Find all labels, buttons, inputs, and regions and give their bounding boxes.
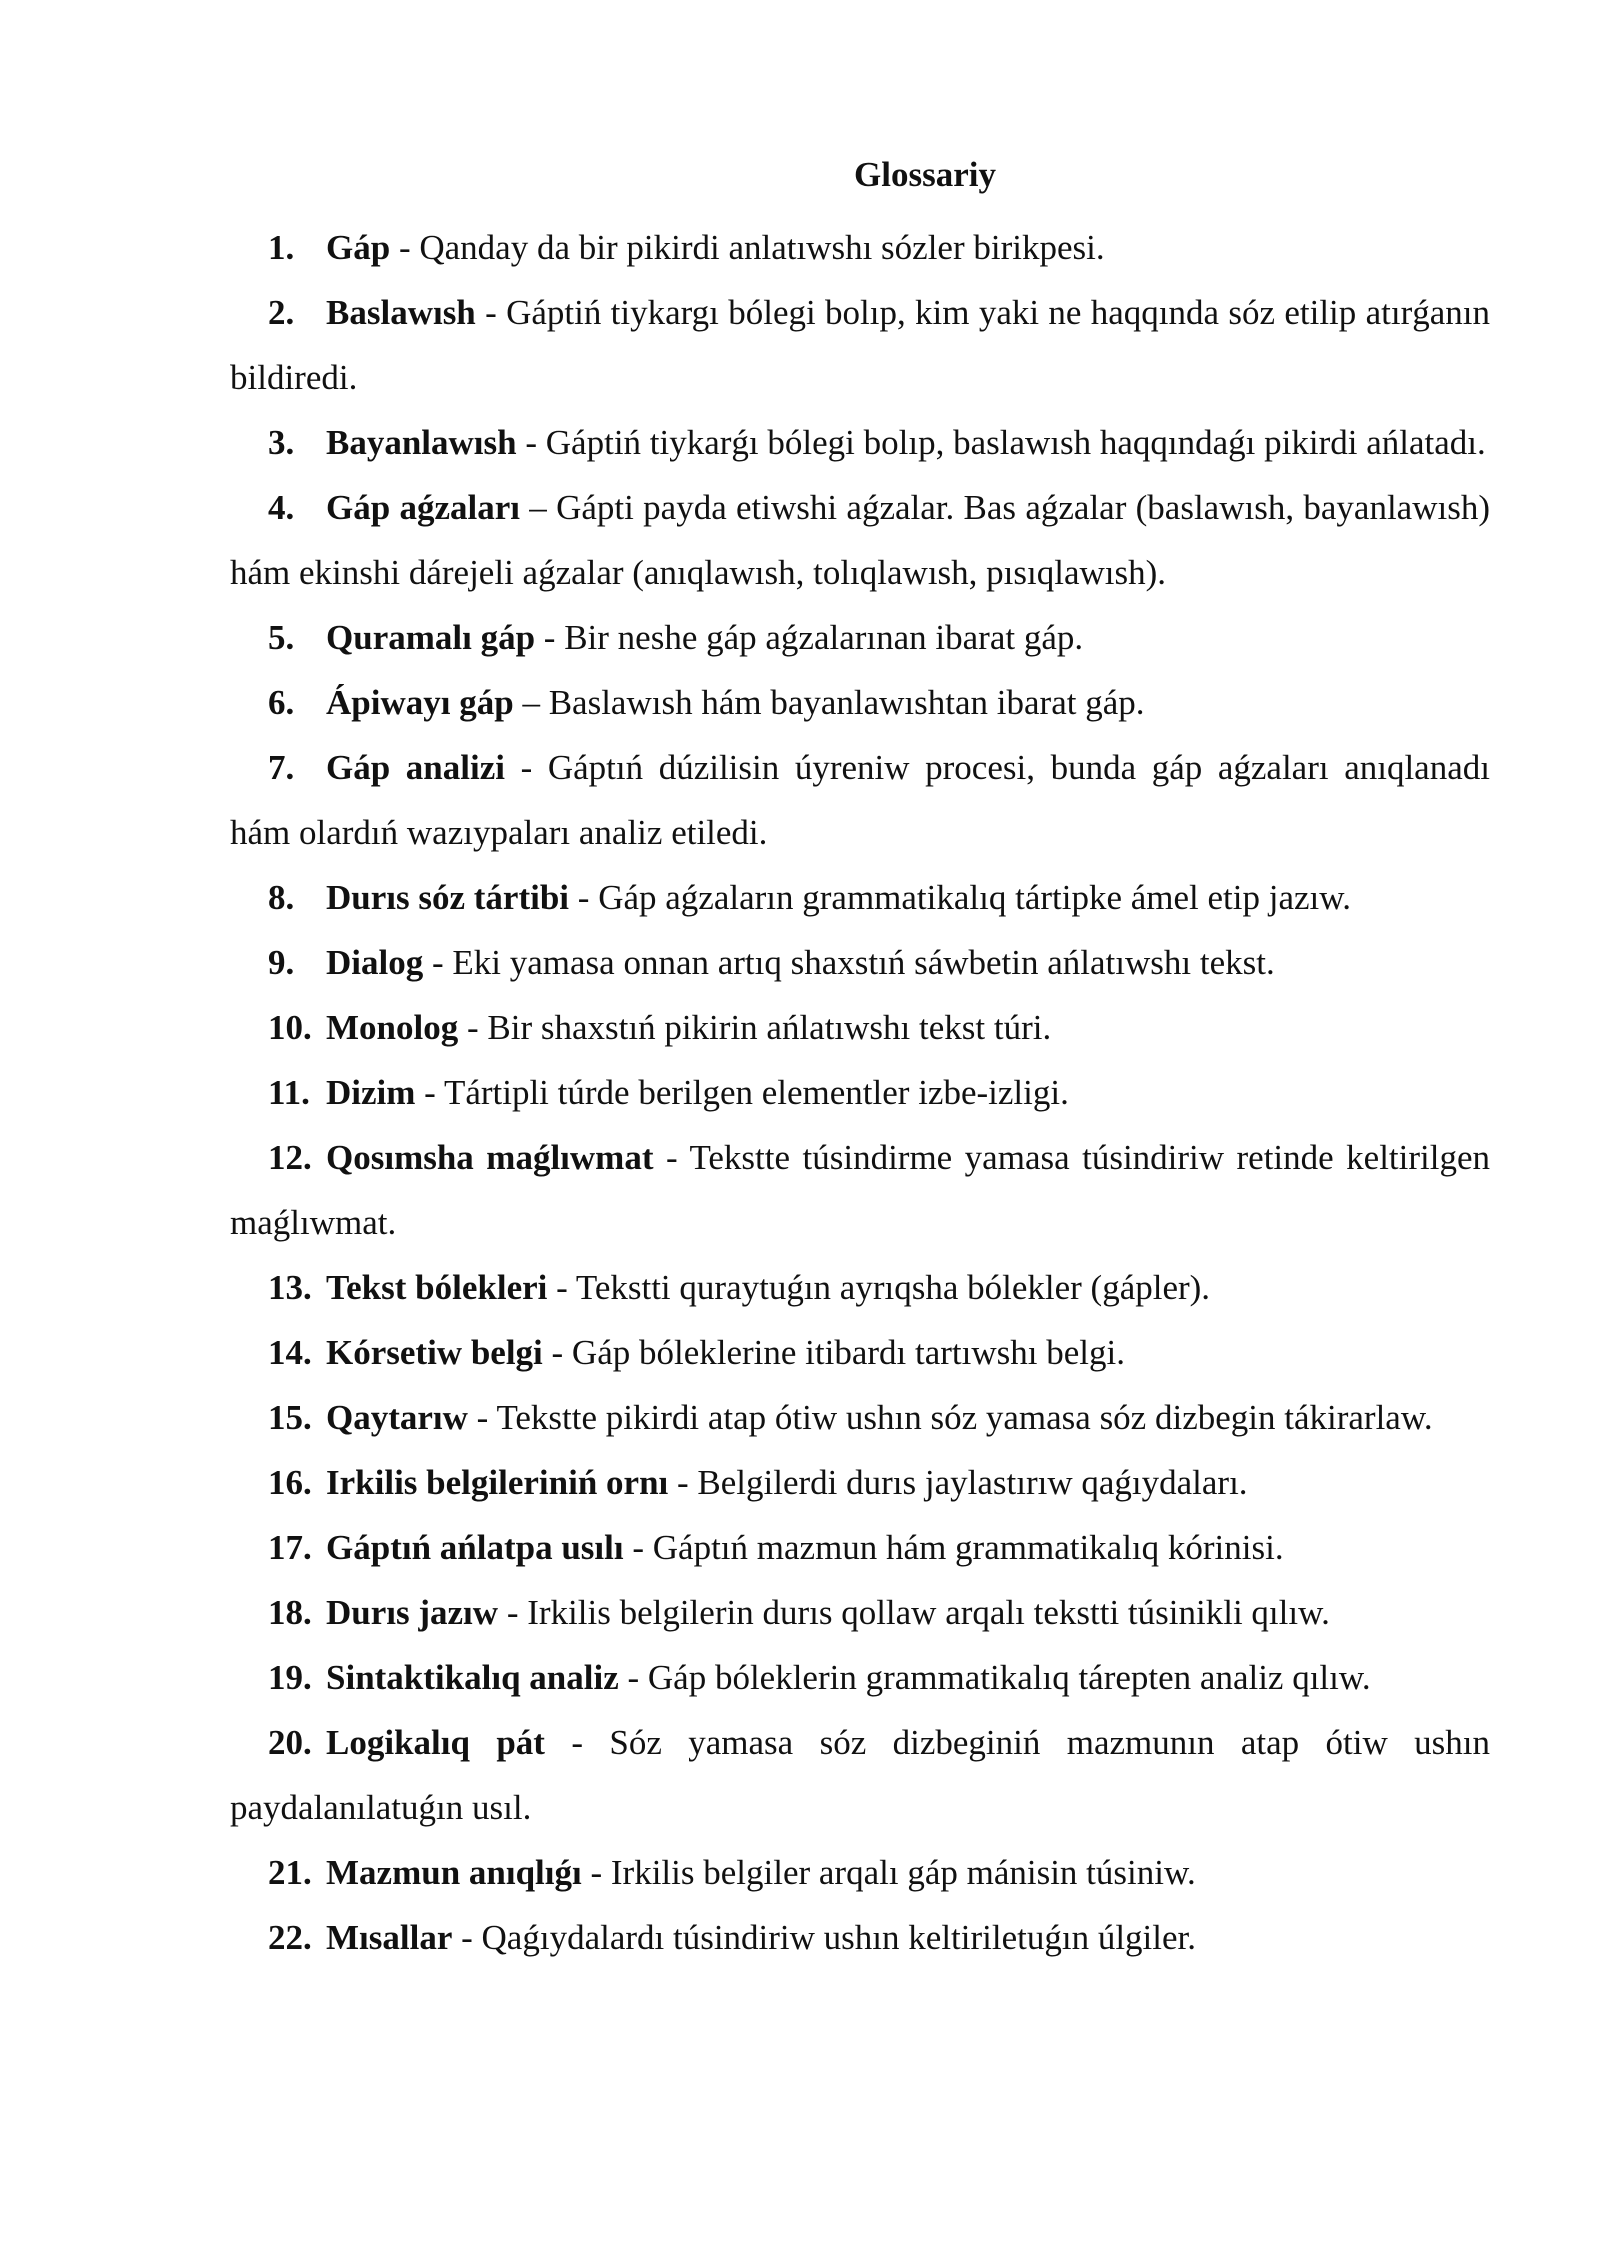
entry-definition: - Sóz yamasa sóz dizbeginiń mazmunın atap ótiw ushın paydalanılatuǵın usıl. bbox=[230, 1723, 1490, 1827]
entry-definition: - Gáptıń mazmun hám grammatikalıq kórinisi. bbox=[623, 1528, 1284, 1567]
entry-term: Gáp bbox=[326, 228, 391, 267]
entry-term: Ápiwayı gáp bbox=[326, 683, 514, 722]
entry-term: Irkilis belgileriniń ornı bbox=[326, 1463, 669, 1502]
entry-number: 8. bbox=[268, 878, 295, 917]
entry-definition: - Tártipli túrde berilgen elementler izbe-izligi. bbox=[415, 1073, 1069, 1112]
entry-term: Gáp aǵzaları bbox=[326, 488, 521, 527]
entry-term: Durıs jazıw bbox=[326, 1593, 499, 1632]
entry-definition: – Gápti payda etiwshi aǵzalar. Bas aǵzalar (baslawısh, bayanlawısh) hám ekinshi dárejeli aǵzalar (anıqlawısh, tolıqlawısh, pısıqlawısh). bbox=[230, 488, 1490, 592]
entry-definition: - Gáp bóleklerin grammatikalıq tárepten analiz qılıw. bbox=[618, 1658, 1371, 1697]
entry-number: 19. bbox=[268, 1658, 312, 1697]
entry-definition: - Bir shaxstıń pikirin ańlatıwshı tekst túri. bbox=[458, 1008, 1052, 1047]
entry-term: Qaytarıw bbox=[326, 1398, 468, 1437]
entry-term: Gáptıń ańlatpa usılı bbox=[326, 1528, 624, 1567]
entry-number: 15. bbox=[268, 1398, 312, 1437]
entry-definition: - Qaǵıydalardı túsindiriw ushın keltiriletuǵın úlgiler. bbox=[452, 1918, 1197, 1957]
entry-term: Dizim bbox=[326, 1073, 416, 1112]
entry-term: Monolog bbox=[326, 1008, 459, 1047]
entry-definition: – Baslawısh hám bayanlawıshtan ibarat gáp. bbox=[513, 683, 1145, 722]
entry-number: 21. bbox=[268, 1853, 312, 1892]
entry-definition: - Gáp bóleklerine itibardı tartıwshı belgi. bbox=[542, 1333, 1125, 1372]
glossary-entry-18 bbox=[230, 1580, 1490, 1645]
entry-term: Mazmun anıqlıǵı bbox=[326, 1853, 582, 1892]
entry-definition: - Irkilis belgiler arqalı gáp mánisin túsiniw. bbox=[581, 1853, 1196, 1892]
glossary-entry-10 bbox=[230, 995, 1490, 1060]
entry-definition: - Eki yamasa onnan artıq shaxstıń sáwbetin ańlatıwshı tekst. bbox=[423, 943, 1275, 982]
glossary-entry-1 bbox=[230, 215, 1490, 280]
entry-term: Logikalıq pát bbox=[326, 1723, 545, 1762]
entry-number: 3. bbox=[268, 423, 295, 462]
glossary-list bbox=[230, 215, 1490, 1970]
entry-number: 4. bbox=[268, 488, 295, 527]
entry-number: 7. bbox=[268, 748, 295, 787]
entry-definition: - Irkilis belgilerin durıs qollaw arqalı tekstti túsinikli qılıw. bbox=[498, 1593, 1330, 1632]
entry-term: Qosımsha maǵlıwmat bbox=[326, 1138, 654, 1177]
glossary-entry-8 bbox=[230, 865, 1490, 930]
entry-number: 20. bbox=[268, 1723, 312, 1762]
glossary-entry-19 bbox=[230, 1645, 1490, 1710]
entry-term: Durıs sóz tártibi bbox=[326, 878, 570, 917]
entry-number: 10. bbox=[268, 1008, 312, 1047]
entry-term: Dialog bbox=[326, 943, 424, 982]
glossary-entry-4 bbox=[230, 475, 1490, 605]
entry-definition: - Tekstte túsindirme yamasa túsindiriw retinde keltirilgen maǵlıwmat. bbox=[230, 1138, 1491, 1242]
entry-term: Tekst bólekleri bbox=[326, 1268, 548, 1307]
entry-number: 17. bbox=[268, 1528, 312, 1567]
glossary-entry-13 bbox=[230, 1255, 1490, 1320]
entry-definition: - Tekstte pikirdi atap ótiw ushın sóz yamasa sóz dizbegin tákirarlaw. bbox=[467, 1398, 1433, 1437]
glossary-entry-11 bbox=[230, 1060, 1490, 1125]
entry-definition: - Gáp aǵzaların grammatikalıq tártipke ámel etip jazıw. bbox=[569, 878, 1352, 917]
glossary-entry-15 bbox=[230, 1385, 1490, 1450]
entry-term: Quramalı gáp bbox=[326, 618, 536, 657]
glossary-entry-5 bbox=[230, 605, 1490, 670]
glossary-entry-20 bbox=[230, 1710, 1490, 1840]
entry-number: 9. bbox=[268, 943, 295, 982]
glossary-entry-9 bbox=[230, 930, 1490, 995]
entry-definition: - Belgilerdi durıs jaylastırıw qaǵıydaları. bbox=[668, 1463, 1248, 1502]
entry-definition: - Qanday da bir pikirdi anlatıwshı sózler birikpesi. bbox=[390, 228, 1105, 267]
entry-number: 2. bbox=[268, 293, 295, 332]
entry-term: Baslawısh bbox=[326, 293, 476, 332]
glossary-entry-14 bbox=[230, 1320, 1490, 1385]
entry-definition: - Gáptiń tiykargı bólegi bolıp, kim yaki ne haqqında sóz etilip atırǵanın bildiredi. bbox=[230, 293, 1490, 397]
entry-term: Bayanlawısh bbox=[326, 423, 517, 462]
glossary-entry-17 bbox=[230, 1515, 1490, 1580]
entry-number: 6. bbox=[268, 683, 295, 722]
document-page bbox=[230, 150, 1490, 1970]
entry-term: Gáp analizi bbox=[326, 748, 505, 787]
entry-number: 1. bbox=[268, 228, 295, 267]
glossary-entry-6 bbox=[230, 670, 1490, 735]
entry-definition: - Bir neshe gáp aǵzalarınan ibarat gáp. bbox=[535, 618, 1084, 657]
glossary-entry-22 bbox=[230, 1905, 1490, 1970]
glossary-entry-7 bbox=[230, 735, 1490, 865]
entry-number: 14. bbox=[268, 1333, 312, 1372]
entry-number: 5. bbox=[268, 618, 295, 657]
page-title: Glossariy bbox=[854, 155, 996, 194]
entry-number: 22. bbox=[268, 1918, 312, 1957]
glossary-entry-3 bbox=[230, 410, 1490, 475]
entry-definition: - Gáptiń tiykarǵı bólegi bolıp, baslawısh haqqındaǵı pikirdi ańlatadı. bbox=[516, 423, 1486, 462]
entry-term: Kórsetiw belgi bbox=[326, 1333, 543, 1372]
entry-definition: - Tekstti quraytuǵın ayrıqsha bólekler (gápler). bbox=[547, 1268, 1211, 1307]
entry-number: 11. bbox=[268, 1073, 310, 1112]
entry-term: Mısallar bbox=[326, 1918, 453, 1957]
glossary-entry-16 bbox=[230, 1450, 1490, 1515]
glossary-entry-21 bbox=[230, 1840, 1490, 1905]
entry-definition: - Gáptıń dúzilisin úyreniw procesi, bunda gáp aǵzaları anıqlanadı hám olardıń wazıypaları analiz etiledi. bbox=[230, 748, 1490, 852]
entry-number: 16. bbox=[268, 1463, 312, 1502]
entry-number: 18. bbox=[268, 1593, 312, 1632]
glossary-entry-2 bbox=[230, 280, 1490, 410]
glossary-entry-12 bbox=[230, 1125, 1490, 1255]
entry-term: Sintaktikalıq analiz bbox=[326, 1658, 619, 1697]
entry-number: 13. bbox=[268, 1268, 312, 1307]
entry-number: 12. bbox=[268, 1138, 312, 1177]
